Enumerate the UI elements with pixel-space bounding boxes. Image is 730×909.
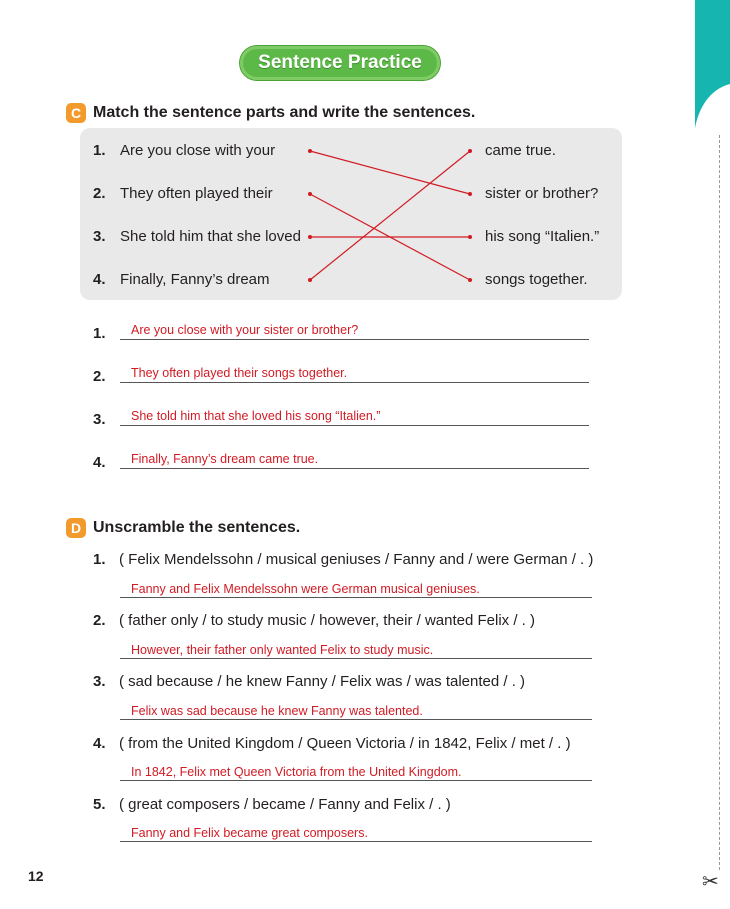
match-right-3: his song “Italien.” xyxy=(485,228,600,245)
d-answer-line-2 xyxy=(120,658,592,659)
d-answer-line-4 xyxy=(120,780,592,781)
c-answer-2[interactable]: They often played their songs together. xyxy=(131,366,348,380)
match-left-num-4: 4. xyxy=(93,271,106,288)
c-answer-num-4: 4. xyxy=(93,454,106,471)
match-left-3: She told him that she loved xyxy=(120,228,301,245)
c-answer-3[interactable]: She told him that she loved his song “Italien.” xyxy=(131,409,381,423)
section-d-badge: D xyxy=(66,518,86,538)
match-right-1: came true. xyxy=(485,142,556,159)
c-answer-line-3 xyxy=(120,425,589,426)
c-answer-num-2: 2. xyxy=(93,368,106,385)
cut-line xyxy=(719,135,720,870)
section-c-heading: Match the sentence parts and write the sentences. xyxy=(93,104,476,121)
d-item-num-2: 2. xyxy=(93,612,106,629)
match-right-4: songs together. xyxy=(485,271,588,288)
d-answer-5[interactable]: Fanny and Felix became great composers. xyxy=(131,826,368,840)
d-prompt-5: ( great composers / became / Fanny and Felix / . ) xyxy=(119,796,451,813)
d-answer-2[interactable]: However, their father only wanted Felix to study music. xyxy=(131,643,434,657)
section-d-heading: Unscramble the sentences. xyxy=(93,519,301,536)
match-left-num-2: 2. xyxy=(93,185,106,202)
match-left-num-3: 3. xyxy=(93,228,106,245)
page-title: Sentence Practice xyxy=(240,46,440,80)
d-prompt-2: ( father only / to study music / however, their / wanted Felix / . ) xyxy=(119,612,536,629)
corner-decoration xyxy=(690,0,730,135)
d-answer-1[interactable]: Fanny and Felix Mendelssohn were German musical geniuses. xyxy=(131,582,480,596)
match-left-num-1: 1. xyxy=(93,142,106,159)
c-answer-num-1: 1. xyxy=(93,325,106,342)
c-answer-line-2 xyxy=(120,382,589,383)
page-number: 12 xyxy=(28,868,44,884)
c-answer-4[interactable]: Finally, Fanny’s dream came true. xyxy=(131,452,319,466)
d-answer-4[interactable]: In 1842, Felix met Queen Victoria from the United Kingdom. xyxy=(131,765,462,779)
d-answer-line-3 xyxy=(120,719,592,720)
d-answer-line-1 xyxy=(120,597,592,598)
match-right-2: sister or brother? xyxy=(485,185,599,202)
c-answer-num-3: 3. xyxy=(93,411,106,428)
d-item-num-1: 1. xyxy=(93,551,106,568)
d-prompt-1: ( Felix Mendelssohn / musical geniuses / Fanny and / were German / . ) xyxy=(119,551,594,568)
d-prompt-3: ( sad because / he knew Fanny / Felix was / was talented / . ) xyxy=(119,673,526,690)
c-answer-1[interactable]: Are you close with your sister or brother? xyxy=(131,323,359,337)
match-left-4: Finally, Fanny’s dream xyxy=(120,271,270,288)
c-answer-line-1 xyxy=(120,339,589,340)
scissors-icon: ✂ xyxy=(702,871,719,893)
d-item-num-3: 3. xyxy=(93,673,106,690)
section-c-badge: C xyxy=(66,103,86,123)
d-item-num-4: 4. xyxy=(93,735,106,752)
d-answer-line-5 xyxy=(120,841,592,842)
match-left-2: They often played their xyxy=(120,185,273,202)
c-answer-line-4 xyxy=(120,468,589,469)
match-left-1: Are you close with your xyxy=(120,142,276,159)
d-item-num-5: 5. xyxy=(93,796,106,813)
d-prompt-4: ( from the United Kingdom / Queen Victoria / in 1842, Felix / met / . ) xyxy=(119,735,571,752)
d-answer-3[interactable]: Felix was sad because he knew Fanny was talented. xyxy=(131,704,423,718)
